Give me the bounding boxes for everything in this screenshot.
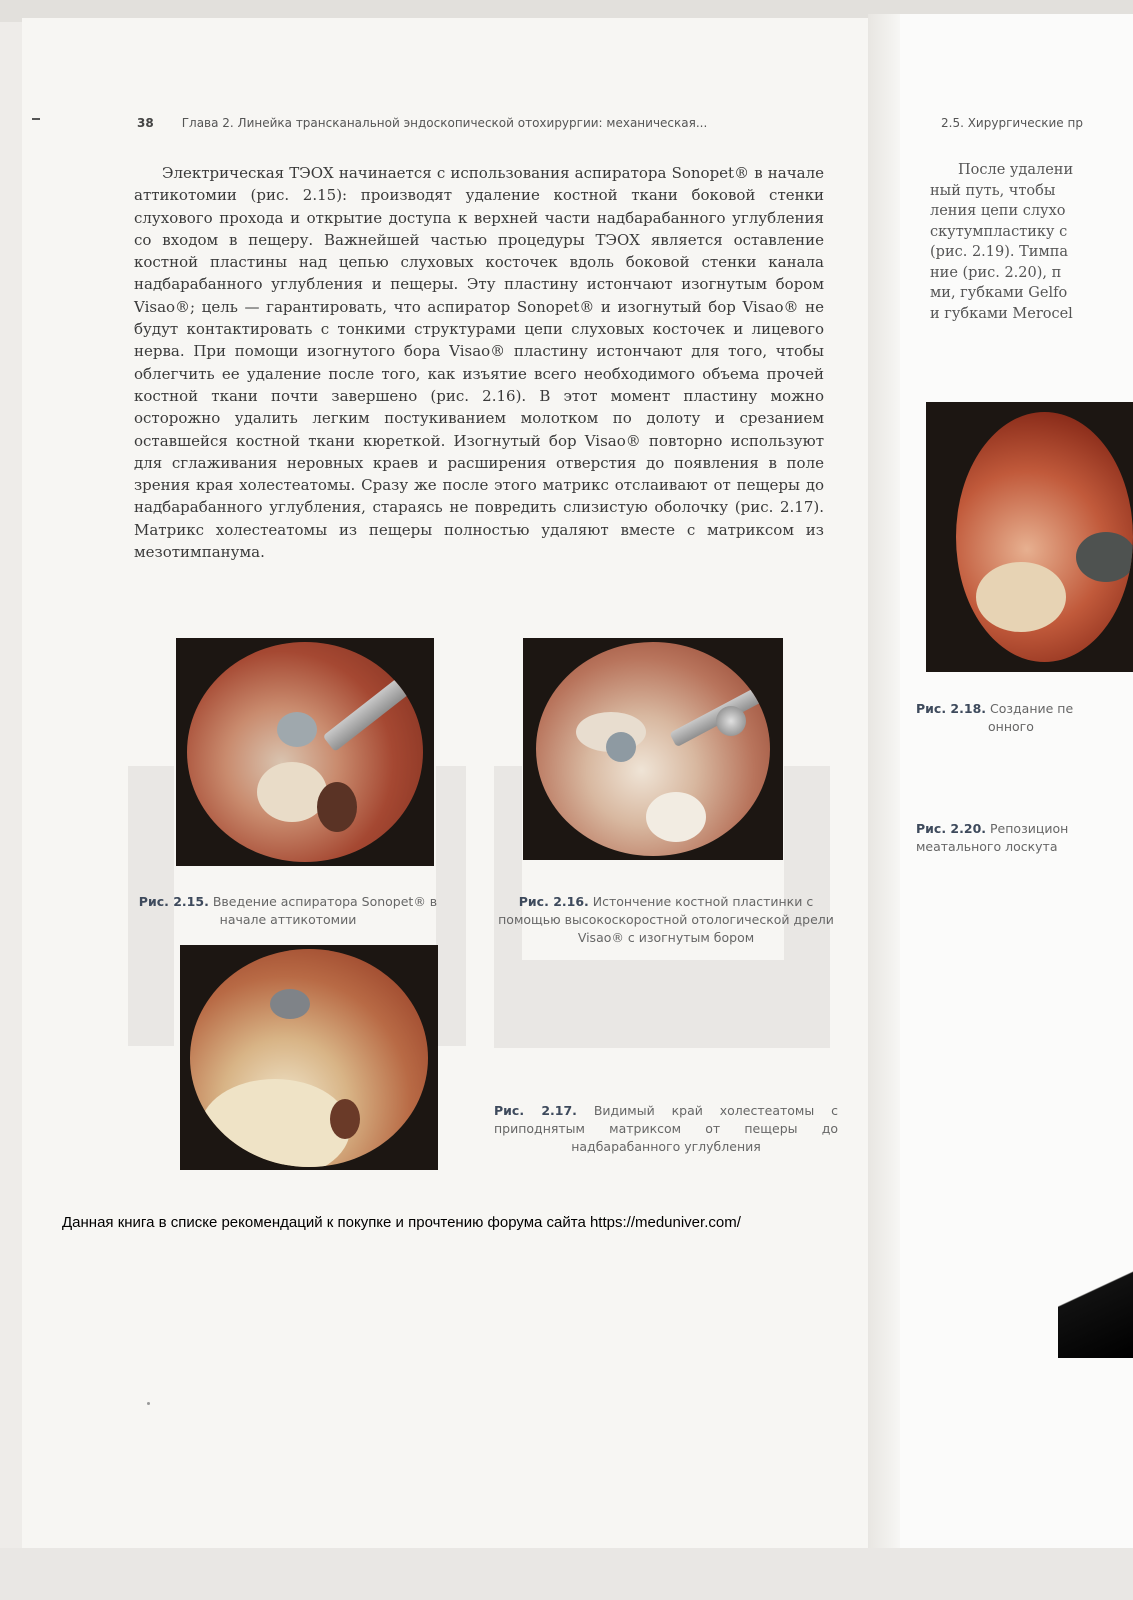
right-page-text bbox=[930, 160, 1133, 324]
text-line: После удалени bbox=[958, 162, 1074, 178]
figure-2-15-caption bbox=[132, 893, 444, 929]
figure-label: Рис. 2.16. bbox=[518, 894, 589, 909]
figure-2-17-caption bbox=[494, 1102, 838, 1156]
figure-2-16-caption bbox=[494, 893, 838, 947]
right-running-head: 2.5. Хирургические пр bbox=[941, 116, 1083, 130]
caption-text-cont: меатального лоскута bbox=[916, 839, 1058, 854]
running-head bbox=[137, 116, 837, 130]
chapter-title: Глава 2. Линейка трансканальной эндоскопической отохирургии: механическая... bbox=[181, 116, 708, 130]
endoscopic-view bbox=[536, 642, 770, 856]
figure-2-18-caption bbox=[916, 700, 1116, 736]
margin-mark bbox=[32, 118, 40, 120]
figure-2-16-image bbox=[523, 638, 783, 860]
text-line: скутумпластику с bbox=[930, 223, 1068, 240]
caption-text: Создание пе bbox=[990, 701, 1074, 716]
caption-text: Истончение костной пластинки с помощью высокоскоростной отологической дрели Visao® с изогнутым бором bbox=[498, 894, 834, 945]
text-line: ние (рис. 2.20), п bbox=[930, 264, 1062, 281]
figure-2-18-image bbox=[926, 402, 1133, 672]
watermark-note: Данная книга в списке рекомендаций к покупке и прочтению форума сайта https://meduniver.com/ bbox=[62, 1214, 741, 1231]
figure-2-20-caption bbox=[916, 820, 1116, 856]
page-number: 38 bbox=[137, 116, 154, 130]
figure-label: Рис. 2.15. bbox=[138, 894, 209, 909]
binding-shadow bbox=[1058, 1248, 1133, 1358]
caption-text: Видимый край холестеатомы с приподнятым матриксом от пещеры до надбарабанного углубления bbox=[494, 1103, 838, 1154]
figure-label: Рис. 2.18. bbox=[916, 701, 987, 716]
scan-speck bbox=[147, 1402, 150, 1405]
text-line: (рис. 2.19). Тимпа bbox=[930, 244, 1069, 260]
endoscopic-view bbox=[190, 949, 428, 1167]
text-line: и губками Merocel bbox=[930, 305, 1073, 322]
figure-2-15-image bbox=[176, 638, 434, 866]
figure-label: Рис. 2.17. bbox=[494, 1103, 577, 1118]
bleed-through bbox=[494, 960, 830, 1048]
caption-text-cont: онного bbox=[988, 719, 1034, 734]
body-paragraph: Электрическая ТЭОХ начинается с использования аспиратора Sonopet® в начале аттикотомии (рис. 2.15): производят удаление костной ткани боковой стенки слухового прохода и открытие доступа к верхней части надбарабанного углубления со входом в пещеру. Важнейшей частью процедуры ТЭОХ является оставление костной пластины над цепью слуховых косточек вдоль боковой стенки канала надбарабанного углубления и пещеры. Эту пластину истончают изогнутым бором Visao®; цель — гарантировать, что аспиратор Sonopet® и изогнутый бор Visao® не будут контактировать с тонкими структурами цепи слуховых косточек и лицевого нерва. При помощи изогнутого бора Visao® пластину истончают для того, чтобы облегчить ее удаление после того, как изъятие всего необходимого объема прочей костной ткани почти завершено (рис. 2.16). В этот момент пластину можно осторожно удалить легким постукиванием молотком по долоту и срезанием оставшейся костной ткани кюреткой. Изогнутый бор Visao® повторно используют для сглаживания неровных краев и расширения отверстия до появления в поле зрения края холестеатомы. Сразу же после этого матрикс отслаивают от пещеры до надбарабанного углубления, стараясь не повредить слизистую оболочку (рис. 2.17). Матрикс холестеатомы из пещеры полностью удаляют вместе с матриксом из мезотимпанума. bbox=[134, 164, 824, 562]
text-line: ми, губками Gelfo bbox=[930, 285, 1068, 301]
caption-text: Репозицион bbox=[990, 821, 1069, 836]
text-line: ления цепи слухо bbox=[930, 203, 1066, 219]
figure-2-17-image bbox=[180, 945, 438, 1170]
endoscopic-view bbox=[956, 412, 1133, 662]
text-line: ный путь, чтобы bbox=[930, 182, 1056, 199]
scan-bottom-edge bbox=[0, 1548, 1133, 1600]
caption-text: Введение аспиратора Sonopet® в начале аттикотомии bbox=[212, 894, 438, 927]
endoscopic-view bbox=[187, 642, 423, 862]
figure-label: Рис. 2.20. bbox=[916, 821, 987, 836]
